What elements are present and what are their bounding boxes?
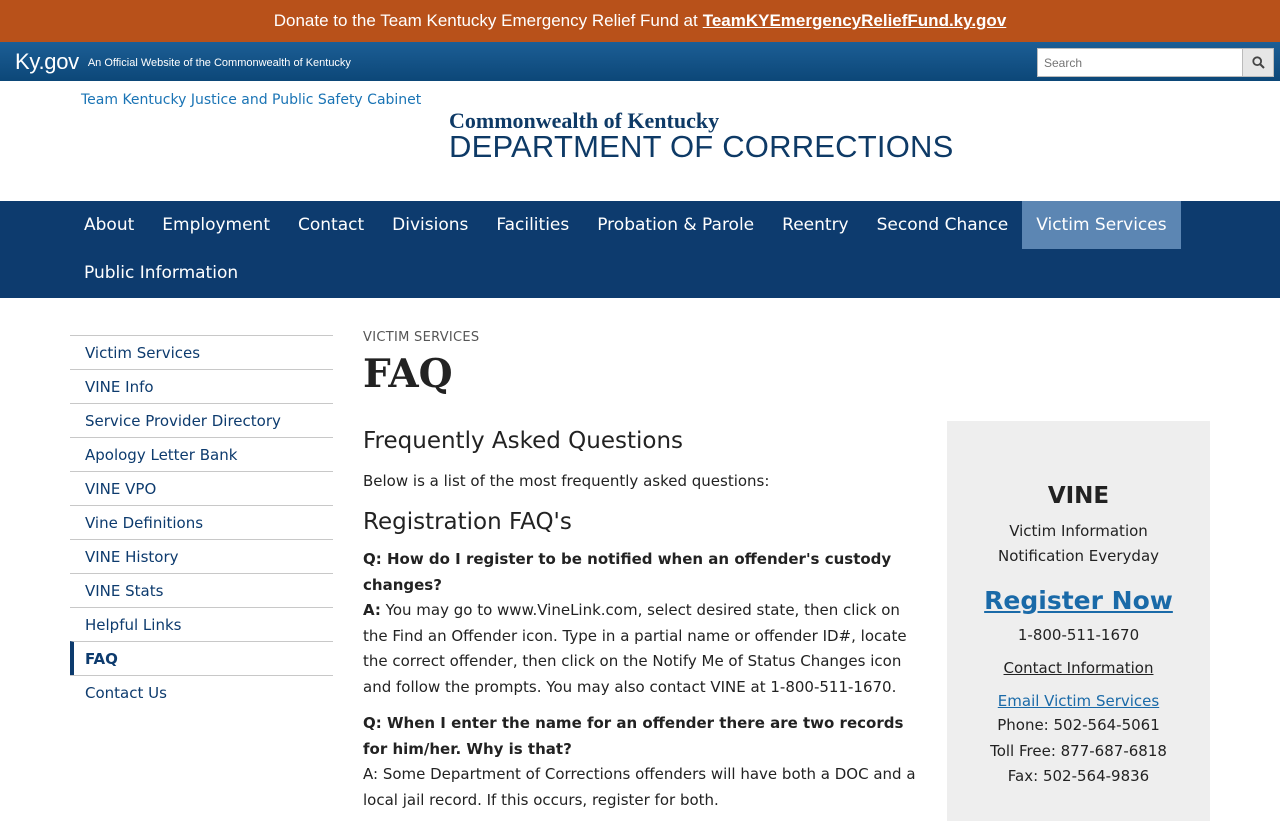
kygov-logo[interactable]: Ky.gov (15, 48, 79, 74)
nav-item-reentry[interactable]: Reentry (782, 215, 849, 235)
donate-banner (0, 0, 1280, 42)
main-nav-row (70, 201, 1210, 249)
nav-item-contact[interactable]: Contact (298, 215, 365, 235)
faq-question-2: Q: When I enter the name for an offender there are two records for him/her. Why is that? (363, 714, 904, 758)
vine-subtitle-line-2: Notification Everyday (997, 547, 1160, 565)
faq-answer-2: A: Some Department of Corrections offenders will have both a DOC and a local jail record. If this occurs, register for both. (363, 765, 916, 809)
vine-title: VINE (1047, 483, 1110, 509)
search-form (1037, 48, 1274, 77)
kygov-bar (0, 42, 1280, 81)
fax-line: Fax: 502-564-9836 (1007, 767, 1150, 785)
vine-phone: 1-800-511-1670 (1017, 626, 1140, 644)
search-input[interactable] (1037, 48, 1242, 77)
faq-answer-1 (363, 598, 923, 700)
sidebar-item-vine-definitions[interactable]: Vine Definitions (70, 505, 333, 539)
section-eyebrow: VICTIM SERVICES (363, 330, 480, 345)
vine-contact-lines (947, 713, 1210, 790)
vine-subtitle-line-1: Victim Information (1009, 522, 1148, 540)
contact-information-link[interactable]: Contact Information (1003, 659, 1154, 677)
answer-label: A: (363, 601, 381, 619)
main-content (363, 330, 923, 813)
main-nav-row-2 (70, 249, 1210, 297)
nav-item-victim-services[interactable]: Victim Services (1022, 201, 1180, 249)
registration-heading: Registration FAQ's (363, 509, 572, 535)
sidebar-item-victim-services[interactable]: Victim Services (70, 335, 333, 369)
nav-item-about[interactable]: About (84, 215, 135, 235)
search-icon (1252, 56, 1265, 69)
department-title[interactable]: DEPARTMENT OF CORRECTIONS (449, 129, 954, 164)
vine-subtitle (947, 519, 1210, 569)
page-title: FAQ (363, 351, 453, 397)
official-website-text: An Official Website of the Commonwealth of Kentucky (87, 57, 351, 69)
nav-item-public-information[interactable]: Public Information (84, 263, 239, 283)
donate-text: Donate to the Team Kentucky Emergency Relief Fund at (273, 11, 698, 30)
cabinet-logo-link[interactable] (65, 92, 421, 108)
main-nav (0, 201, 1280, 298)
faq-item-2 (363, 711, 923, 813)
site-header (0, 81, 1280, 201)
sidebar-item-contact-us[interactable]: Contact Us (70, 675, 333, 709)
register-now-link[interactable]: Register Now (984, 586, 1173, 615)
sidebar-item-vine-history[interactable]: VINE History (70, 539, 333, 573)
commonwealth-title: Commonwealth of Kentucky (449, 108, 720, 133)
sidebar-item-service-provider-directory[interactable]: Service Provider Directory (70, 403, 333, 437)
search-button[interactable] (1242, 48, 1274, 77)
sidebar-item-faq[interactable]: FAQ (70, 641, 333, 675)
faq-item-1 (363, 547, 923, 700)
cabinet-logo-alt: Team Kentucky Justice and Public Safety Cabinet (81, 92, 422, 108)
tollfree-line: Toll Free: 877-687-6818 (990, 741, 1167, 760)
nav-item-divisions[interactable]: Divisions (392, 215, 469, 235)
faq-answer-1-text: You may go to www.VineLink.com, select desired state, then click on the Find an Offender icon. Type in a partial name or offender ID#, locate the correct offender, then click on the Notify Me of Status Changes icon and follow the prompts. You may also contact VINE at 1-800-511-1670. (363, 601, 907, 696)
vine-box (947, 421, 1210, 821)
nav-item-second-chance[interactable]: Second Chance (876, 215, 1009, 235)
nav-item-employment[interactable]: Employment (162, 215, 271, 235)
sidebar-item-vine-stats[interactable]: VINE Stats (70, 573, 333, 607)
faq-intro: Below is a list of the most frequently asked questions: (363, 472, 770, 490)
broken-image-icon (65, 92, 81, 108)
sidebar-item-vine-info[interactable]: VINE Info (70, 369, 333, 403)
nav-item-facilities[interactable]: Facilities (496, 215, 570, 235)
email-victim-services-link[interactable]: Email Victim Services (997, 692, 1160, 710)
faq-heading: Frequently Asked Questions (363, 428, 684, 454)
sidebar-item-vine-vpo[interactable]: VINE VPO (70, 471, 333, 505)
sidebar-item-apology-letter-bank[interactable]: Apology Letter Bank (70, 437, 333, 471)
nav-item-probation-parole[interactable]: Probation & Parole (597, 215, 755, 235)
sidebar-item-helpful-links[interactable]: Helpful Links (70, 607, 333, 641)
donate-link[interactable]: TeamKYEmergencyReliefFund.ky.gov (702, 11, 1007, 30)
phone-line: Phone: 502-564-5061 (997, 716, 1160, 734)
faq-question-1: Q: How do I register to be notified when an offender's custody changes? (363, 550, 892, 594)
sidebar-nav (70, 335, 333, 709)
